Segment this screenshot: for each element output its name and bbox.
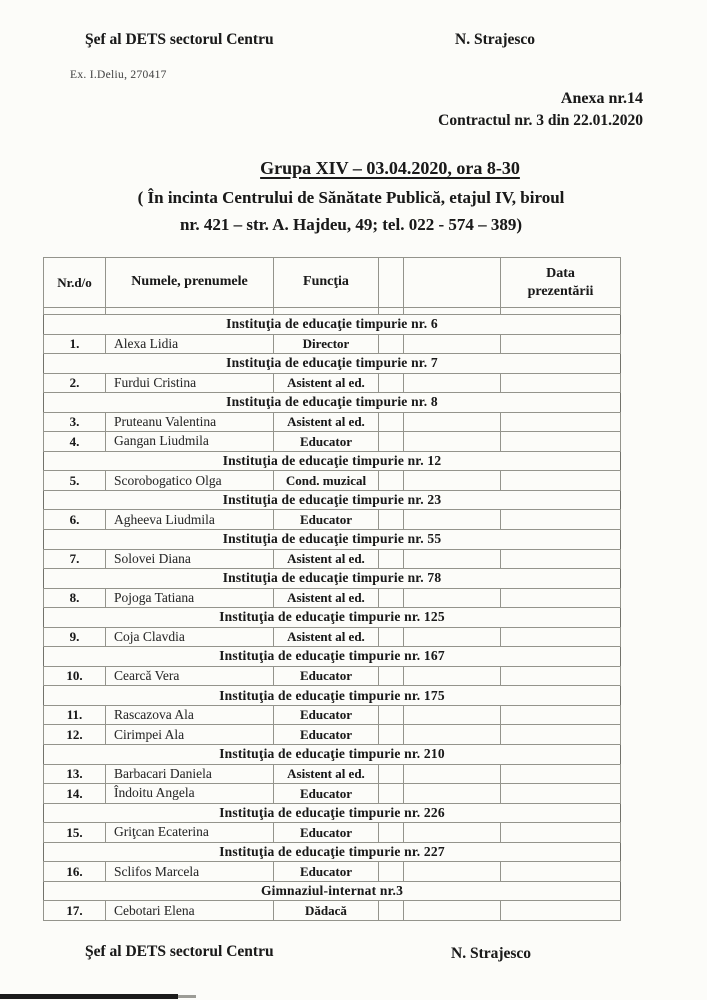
row-number: 2. xyxy=(44,373,106,393)
blank-cell-narrow xyxy=(379,471,404,491)
row-number: 8. xyxy=(44,588,106,608)
person-function: Asistent al ed. xyxy=(274,588,379,608)
table-row xyxy=(44,705,621,725)
section-label: Instituţia de educaţie timpurie nr. 12 xyxy=(44,451,621,471)
table-row xyxy=(44,627,621,647)
person-name: Pruteanu Valentina xyxy=(106,412,274,432)
section-label: Instituţia de educaţie timpurie nr. 23 xyxy=(44,490,621,510)
signature-bottom-right: N. Strajesco xyxy=(451,945,532,962)
blank-cell-wide xyxy=(404,334,501,354)
executor-note: Ex. I.Deliu, 270417 xyxy=(70,69,167,81)
person-function: Director xyxy=(274,334,379,354)
row-number: 9. xyxy=(44,627,106,647)
row-number: 13. xyxy=(44,764,106,784)
table-row xyxy=(44,412,621,432)
blank-cell-wide xyxy=(404,901,501,921)
date-cell xyxy=(501,471,621,491)
section-row xyxy=(44,530,621,550)
table-row xyxy=(44,334,621,354)
person-name: Barbacari Daniela xyxy=(106,764,274,784)
section-label: Gimnaziul-internat nr.3 xyxy=(44,881,621,901)
section-row xyxy=(44,354,621,374)
table-row xyxy=(44,432,621,452)
section-row xyxy=(44,608,621,628)
group-title-text: Grupa XIV – 03.04.2020, ora 8-30 xyxy=(260,158,520,178)
date-cell xyxy=(501,432,621,452)
row-number: 7. xyxy=(44,549,106,569)
roster-table xyxy=(43,257,621,921)
section-row xyxy=(44,842,621,862)
person-name: Cearcă Vera xyxy=(106,666,274,686)
blank-cell-narrow xyxy=(379,334,404,354)
person-name: Solovei Diana xyxy=(106,549,274,569)
blank-cell-narrow xyxy=(379,901,404,921)
person-name: Cebotari Elena xyxy=(106,901,274,921)
blank-cell-narrow xyxy=(379,412,404,432)
blank-cell-narrow xyxy=(379,705,404,725)
blank-cell-narrow xyxy=(379,862,404,882)
blank-cell-narrow xyxy=(379,666,404,686)
section-label: Instituţia de educaţie timpurie nr. 55 xyxy=(44,530,621,550)
col-header-blank-narrow xyxy=(379,258,404,308)
table-row xyxy=(44,725,621,745)
person-name: Agheeva Liudmila xyxy=(106,510,274,530)
annex-number: Anexa nr.14 xyxy=(560,90,643,107)
person-function: Asistent al ed. xyxy=(274,549,379,569)
table-row xyxy=(44,764,621,784)
section-label: Instituţia de educaţie timpurie nr. 167 xyxy=(44,647,621,667)
table-row xyxy=(44,823,621,843)
person-name: Furdui Cristina xyxy=(106,373,274,393)
date-cell xyxy=(501,784,621,804)
table-row xyxy=(44,471,621,491)
row-number: 3. xyxy=(44,412,106,432)
blank-cell-narrow xyxy=(379,549,404,569)
contract-reference: Contractul nr. 3 din 22.01.2020 xyxy=(438,112,643,129)
section-row xyxy=(44,881,621,901)
section-row xyxy=(44,490,621,510)
section-label: Instituţia de educaţie timpurie nr. 6 xyxy=(44,315,621,335)
blank-cell-wide xyxy=(404,432,501,452)
blank-cell-narrow xyxy=(379,784,404,804)
table-row xyxy=(44,373,621,393)
subtitle-location-line: ( În incinta Centrului de Sănătate Publică, etajul IV, biroul xyxy=(137,188,565,207)
date-cell xyxy=(501,627,621,647)
row-number: 12. xyxy=(44,725,106,745)
person-name: Rascazova Ala xyxy=(106,705,274,725)
table-row xyxy=(44,549,621,569)
spacer-cell xyxy=(501,308,621,315)
section-row xyxy=(44,451,621,471)
date-cell xyxy=(501,862,621,882)
header-spacer-row xyxy=(44,308,621,315)
date-cell xyxy=(501,705,621,725)
section-row xyxy=(44,569,621,589)
blank-cell-wide xyxy=(404,784,501,804)
blank-cell-wide xyxy=(404,666,501,686)
col-header-name: Numele, prenumele xyxy=(106,258,274,308)
date-cell xyxy=(501,334,621,354)
date-cell xyxy=(501,510,621,530)
section-label: Instituţia de educaţie timpurie nr. 227 xyxy=(44,842,621,862)
date-cell xyxy=(501,725,621,745)
person-name: Alexa Lidia xyxy=(106,334,274,354)
blank-cell-wide xyxy=(404,823,501,843)
row-number: 17. xyxy=(44,901,106,921)
blank-cell-wide xyxy=(404,627,501,647)
table-row xyxy=(44,588,621,608)
blank-cell-narrow xyxy=(379,373,404,393)
spacer-cell xyxy=(404,308,501,315)
blank-cell-wide xyxy=(404,862,501,882)
blank-cell-wide xyxy=(404,705,501,725)
blank-cell-wide xyxy=(404,471,501,491)
signature-top-left: Şef al DETS sectorul Centru xyxy=(85,31,274,48)
row-number: 4. xyxy=(44,432,106,452)
person-name: Sclifos Marcela xyxy=(106,862,274,882)
date-cell xyxy=(501,588,621,608)
person-function: Educator xyxy=(274,784,379,804)
blank-cell-narrow xyxy=(379,627,404,647)
section-row xyxy=(44,803,621,823)
signature-top-right: N. Strajesco xyxy=(455,31,536,48)
date-cell xyxy=(501,823,621,843)
section-label: Instituţia de educaţie timpurie nr. 175 xyxy=(44,686,621,706)
person-function: Asistent al ed. xyxy=(274,627,379,647)
date-cell xyxy=(501,412,621,432)
date-cell xyxy=(501,666,621,686)
blank-cell-wide xyxy=(404,764,501,784)
person-name: Griţcan Ecaterina xyxy=(106,823,274,843)
blank-cell-narrow xyxy=(379,432,404,452)
table-row xyxy=(44,784,621,804)
section-label: Instituţia de educaţie timpurie nr. 226 xyxy=(44,803,621,823)
row-number: 11. xyxy=(44,705,106,725)
person-function: Educator xyxy=(274,705,379,725)
person-name: Coja Clavdia xyxy=(106,627,274,647)
annex-block xyxy=(438,88,643,132)
spacer-cell xyxy=(106,308,274,315)
blank-cell-narrow xyxy=(379,588,404,608)
person-function: Educator xyxy=(274,510,379,530)
scan-artifact-bar xyxy=(0,994,178,999)
blank-cell-wide xyxy=(404,373,501,393)
section-row xyxy=(44,647,621,667)
subtitle-address-line: nr. 421 – str. A. Hajdeu, 49; tel. 022 - 574 – 389) xyxy=(179,215,523,234)
person-function: Asistent al ed. xyxy=(274,412,379,432)
blank-cell-wide xyxy=(404,588,501,608)
section-row xyxy=(44,315,621,335)
section-label: Instituţia de educaţie timpurie nr. 125 xyxy=(44,608,621,628)
scan-artifact-bar-tail xyxy=(178,995,196,998)
row-number: 16. xyxy=(44,862,106,882)
signature-bottom-left: Şef al DETS sectorul Centru xyxy=(85,943,274,960)
person-name: Scorobogatico Olga xyxy=(106,471,274,491)
table-row xyxy=(44,901,621,921)
row-number: 1. xyxy=(44,334,106,354)
col-header-function: Funcţia xyxy=(274,258,379,308)
section-label: Instituţia de educaţie timpurie nr. 8 xyxy=(44,393,621,413)
person-name: Pojoga Tatiana xyxy=(106,588,274,608)
spacer-cell xyxy=(379,308,404,315)
person-name: Gangan Liudmila xyxy=(106,432,274,452)
section-label: Instituţia de educaţie timpurie nr. 7 xyxy=(44,354,621,374)
row-number: 6. xyxy=(44,510,106,530)
blank-cell-narrow xyxy=(379,510,404,530)
person-function: Educator xyxy=(274,823,379,843)
section-row xyxy=(44,745,621,765)
person-function: Asistent al ed. xyxy=(274,764,379,784)
blank-cell-narrow xyxy=(379,764,404,784)
spacer-cell xyxy=(44,308,106,315)
person-name: Cirimpei Ala xyxy=(106,725,274,745)
table-row xyxy=(44,862,621,882)
person-function: Dădacă xyxy=(274,901,379,921)
document-subtitle xyxy=(36,184,666,238)
row-number: 15. xyxy=(44,823,106,843)
person-name: Îndoitu Angela xyxy=(106,784,274,804)
table-row xyxy=(44,666,621,686)
person-function: Educator xyxy=(274,432,379,452)
blank-cell-wide xyxy=(404,412,501,432)
section-row xyxy=(44,686,621,706)
col-header-nr: Nr.d/o xyxy=(44,258,106,308)
blank-cell-narrow xyxy=(379,725,404,745)
person-function: Educator xyxy=(274,862,379,882)
blank-cell-wide xyxy=(404,549,501,569)
section-row xyxy=(44,393,621,413)
col-header-blank-wide xyxy=(404,258,501,308)
blank-cell-narrow xyxy=(379,823,404,843)
section-label: Instituţia de educaţie timpurie nr. 210 xyxy=(44,745,621,765)
row-number: 10. xyxy=(44,666,106,686)
col-header-date: Data prezentării xyxy=(501,258,621,308)
date-cell xyxy=(501,373,621,393)
person-function: Educator xyxy=(274,666,379,686)
table-header-row xyxy=(44,258,621,308)
person-function: Asistent al ed. xyxy=(274,373,379,393)
date-cell xyxy=(501,764,621,784)
date-cell xyxy=(501,901,621,921)
date-cell xyxy=(501,549,621,569)
blank-cell-wide xyxy=(404,510,501,530)
roster-table-body xyxy=(44,315,621,921)
row-number: 14. xyxy=(44,784,106,804)
spacer-cell xyxy=(274,308,379,315)
table-row xyxy=(44,510,621,530)
document-title xyxy=(110,158,670,179)
row-number: 5. xyxy=(44,471,106,491)
blank-cell-wide xyxy=(404,725,501,745)
person-function: Educator xyxy=(274,725,379,745)
person-function: Cond. muzical xyxy=(274,471,379,491)
section-label: Instituţia de educaţie timpurie nr. 78 xyxy=(44,569,621,589)
